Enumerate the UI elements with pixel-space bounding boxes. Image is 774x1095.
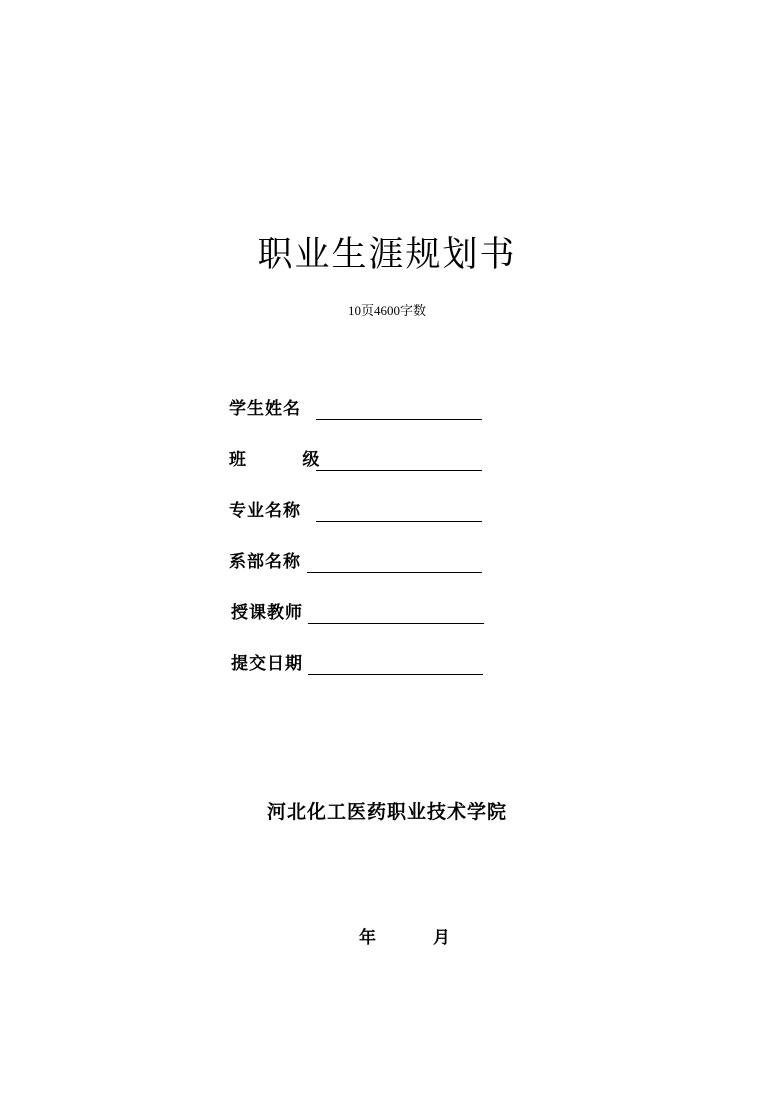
department-line: [307, 572, 482, 573]
document-subtitle: 10页4600字数: [347, 303, 426, 318]
form-row-teacher: [231, 601, 491, 627]
form-row-submit-date: [231, 652, 491, 678]
student-name-line: [316, 419, 482, 420]
form-label-submit-date: 提交日期: [231, 654, 303, 674]
form-row-class: [229, 448, 489, 474]
institution-name: 河北化工医药职业技术学院: [266, 801, 507, 823]
form-label-class: 班 级: [229, 450, 321, 470]
class-line: [316, 470, 482, 471]
teacher-line: [308, 623, 484, 624]
date-month-label: 月: [433, 928, 450, 948]
form-label-teacher: 授课教师: [231, 603, 303, 623]
form-row-major: [229, 499, 489, 525]
date-year-label: 年: [359, 928, 376, 948]
form-row-department: [229, 550, 489, 576]
date-line: [0, 926, 774, 952]
form-label-department: 系部名称: [229, 552, 301, 572]
form-label-major: 专业名称: [229, 501, 301, 521]
document-title: 职业生涯规划书: [257, 235, 517, 275]
submit-date-line: [308, 674, 483, 675]
form-label-student-name: 学生姓名: [229, 399, 301, 419]
form-row-student-name: [229, 397, 489, 423]
major-line: [316, 521, 482, 522]
